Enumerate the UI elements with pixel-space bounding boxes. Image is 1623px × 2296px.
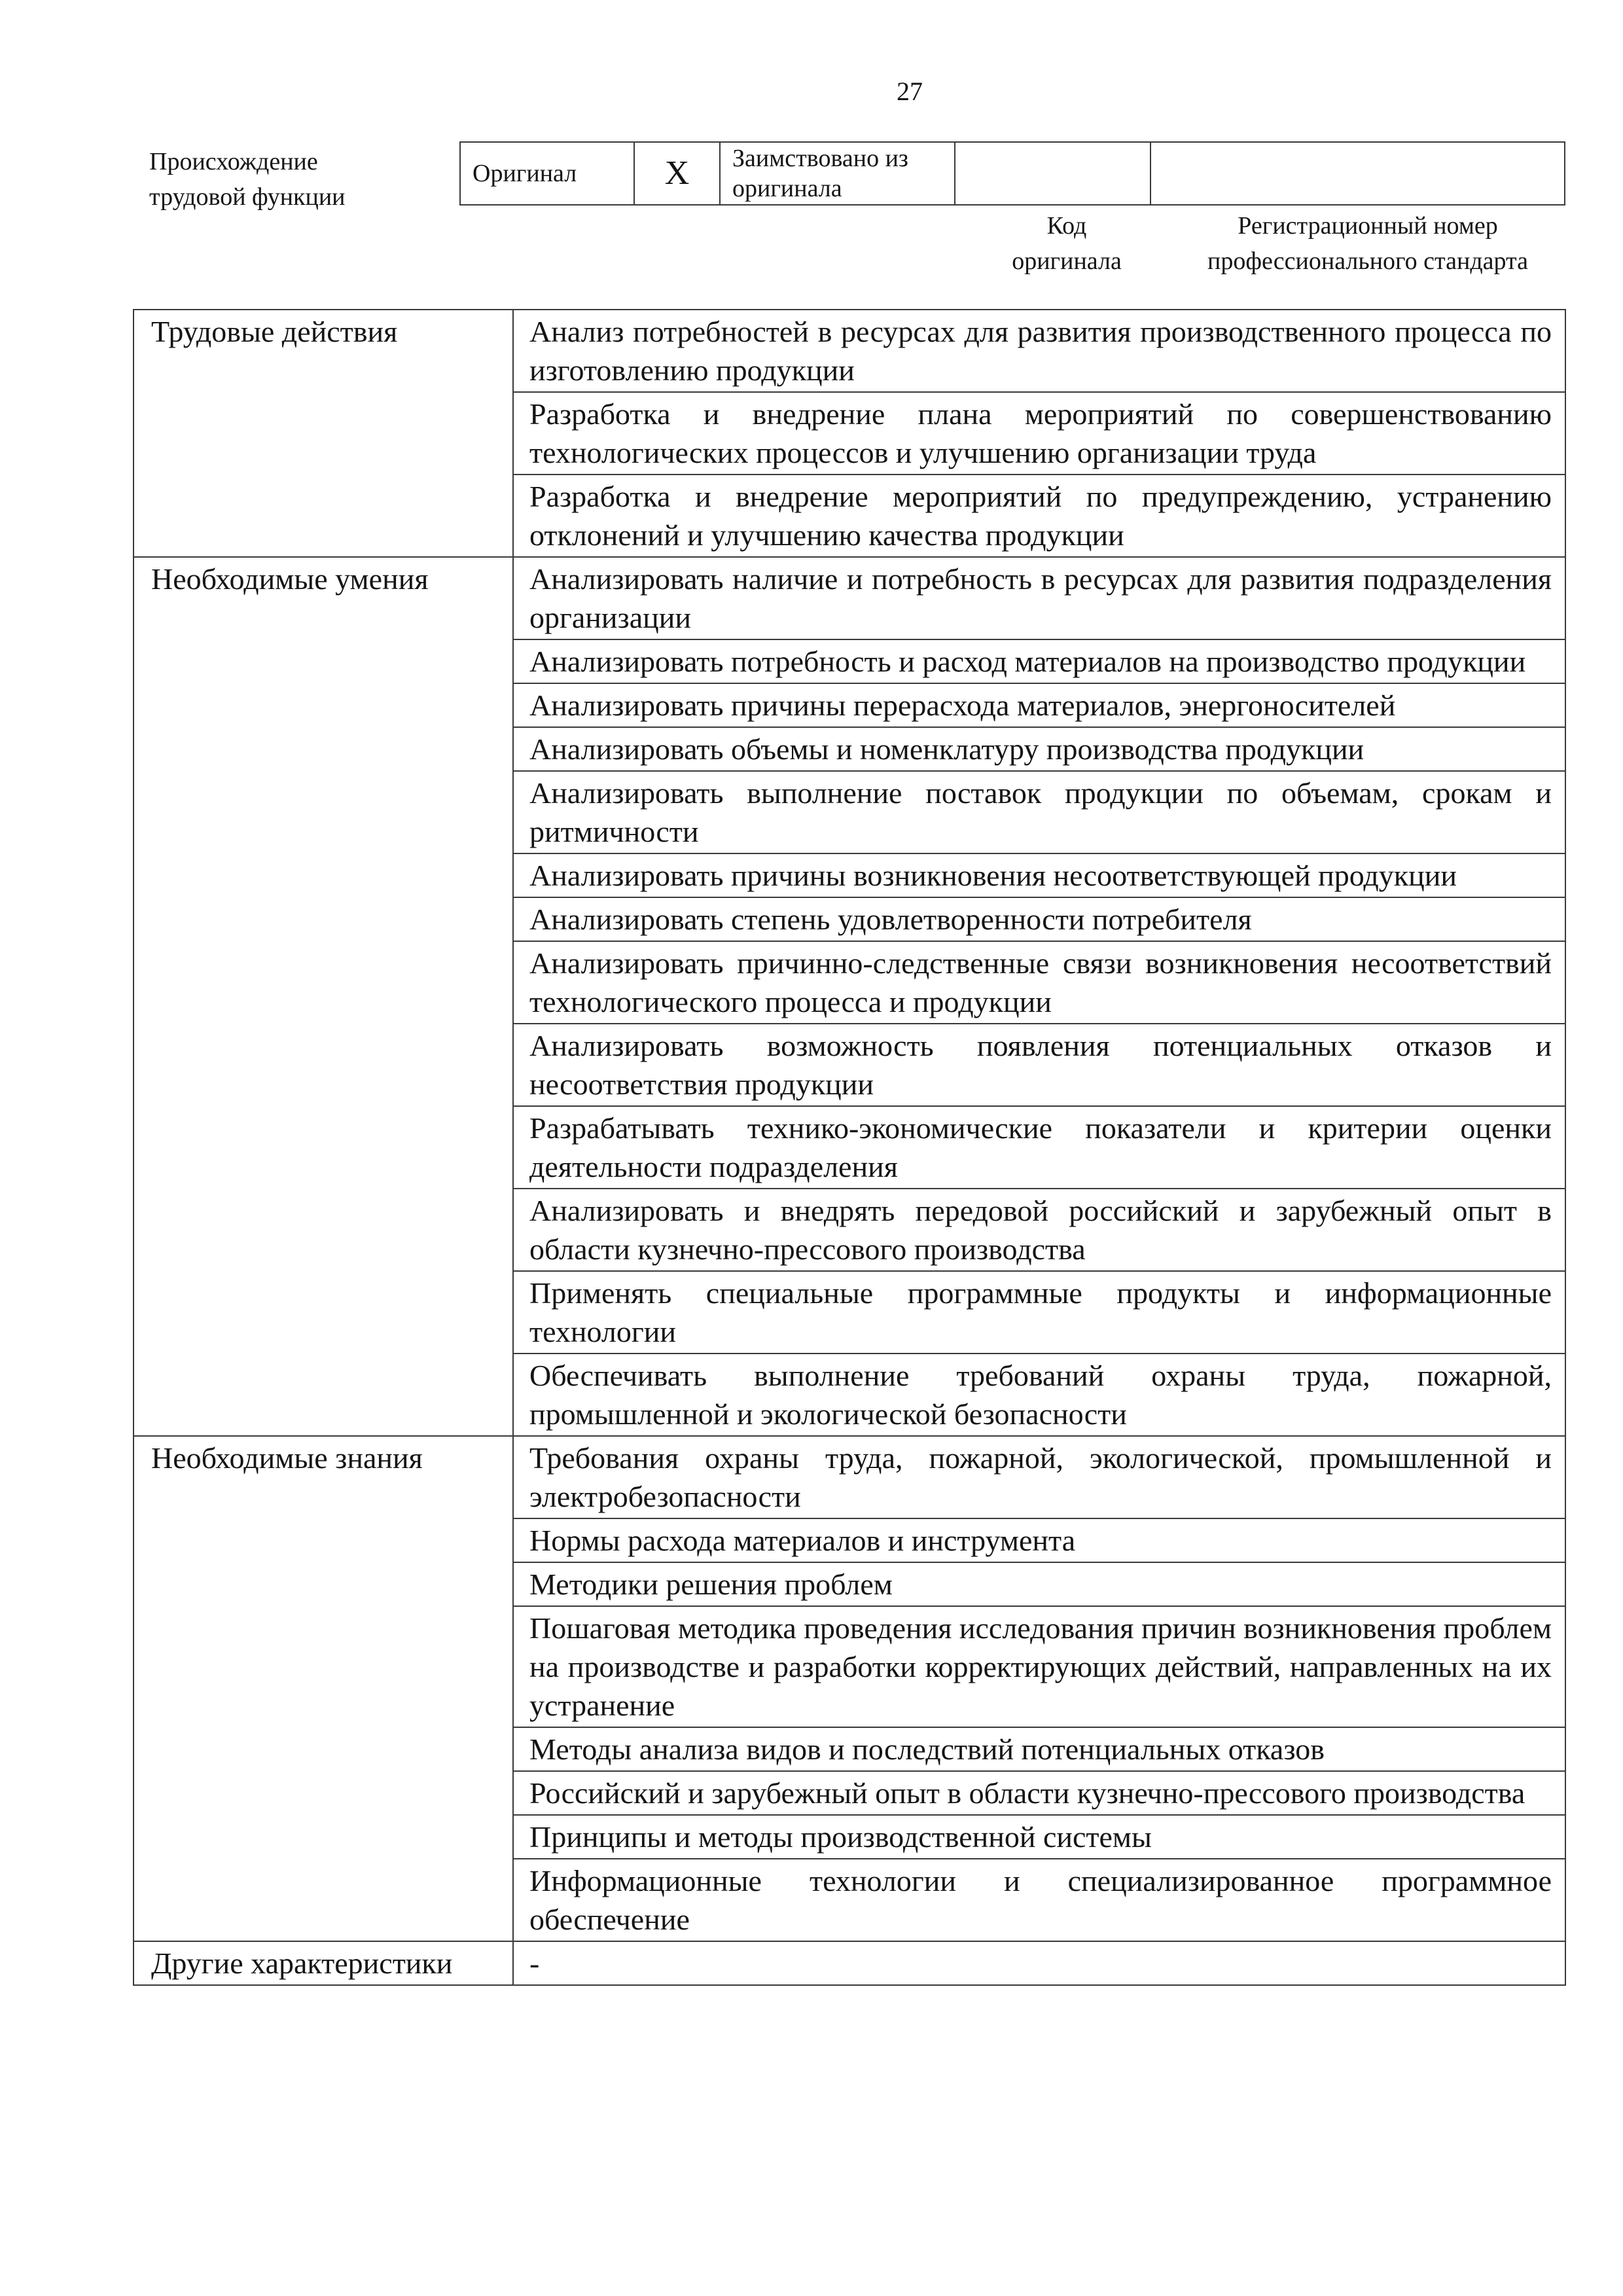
caption-code-line1: Код xyxy=(1046,212,1087,240)
origin-label-line2: трудовой функции xyxy=(149,183,346,211)
section-item: Анализировать и внедрять передовой российский и зарубежный опыт в области кузнечно-прессового производства xyxy=(513,1189,1565,1271)
original-mark: X xyxy=(634,142,720,205)
section-item: Нормы расхода материалов и инструмента xyxy=(513,1518,1565,1562)
borrowed-line1: Заимствовано из xyxy=(732,145,908,172)
section-item: Разработка и внедрение плана мероприятий по совершенствованию технологических процессов и улучшению организации труда xyxy=(513,392,1565,475)
section-item: Информационные технологии и специализированное программное обеспечение xyxy=(513,1859,1565,1941)
section-item: - xyxy=(513,1941,1565,1985)
caption-registration-number xyxy=(1165,208,1571,279)
section-item: Российский и зарубежный опыт в области кузнечно-прессового производства xyxy=(513,1771,1565,1815)
caption-original-code xyxy=(969,208,1165,279)
section-item: Анализировать причины перерасхода материалов, энергоносителей xyxy=(513,683,1565,727)
section-item: Разрабатывать технико-экономические показатели и критерии оценки деятельности подразделения xyxy=(513,1106,1565,1189)
section-item: Методы анализа видов и последствий потенциальных отказов xyxy=(513,1727,1565,1771)
section-item: Анализировать объемы и номенклатуру производства продукции xyxy=(513,727,1565,771)
table-row xyxy=(134,1436,1565,1518)
caption-reg-line2: профессионального стандарта xyxy=(1207,247,1528,275)
original-cell: Оригинал xyxy=(460,142,634,205)
section-item: Анализировать причины возникновения несоответствующей продукции xyxy=(513,853,1565,897)
section-item: Анализировать наличие и потребность в ресурсах для развития подразделения организации xyxy=(513,557,1565,639)
section-item: Методики решения проблем xyxy=(513,1562,1565,1606)
section-item: Анализировать потребность и расход материалов на производство продукции xyxy=(513,639,1565,683)
borrowed-line2: оригинала xyxy=(732,175,842,202)
section-title: Необходимые знания xyxy=(134,1436,513,1941)
table-row xyxy=(134,557,1565,639)
section-item: Анализировать причинно-следственные связи возникновения несоответствий технологического процесса и продукции xyxy=(513,941,1565,1024)
section-title: Трудовые действия xyxy=(134,310,513,557)
origin-label xyxy=(149,144,424,215)
section-item: Анализировать степень удовлетворенности потребителя xyxy=(513,897,1565,941)
section-item: Требования охраны труда, пожарной, экологической, промышленной и электробезопасности xyxy=(513,1436,1565,1518)
borrowed-cell xyxy=(720,142,955,205)
origin-label-line1: Происхождение xyxy=(149,148,318,175)
section-item: Принципы и методы производственной системы xyxy=(513,1815,1565,1859)
origin-table xyxy=(459,141,1565,206)
section-item: Анализировать возможность появления потенциальных отказов и несоответствия продукции xyxy=(513,1024,1565,1106)
section-item: Анализировать выполнение поставок продукции по объемам, срокам и ритмичности xyxy=(513,771,1565,853)
caption-code-line2: оригинала xyxy=(1012,247,1122,275)
section-item: Пошаговая методика проведения исследования причин возникновения проблем на производстве и разработки корректирующих действий, направленных на их устранение xyxy=(513,1606,1565,1727)
section-item: Разработка и внедрение мероприятий по предупреждению, устранению отклонений и улучшению качества продукции xyxy=(513,475,1565,557)
section-title: Другие характеристики xyxy=(134,1941,513,1985)
registration-number-cell xyxy=(1150,142,1565,205)
section-item: Обеспечивать выполнение требований охраны труда, пожарной, промышленной и экологической безопасности xyxy=(513,1354,1565,1436)
page-number: 27 xyxy=(897,77,923,106)
table-row xyxy=(134,310,1565,392)
table-row xyxy=(134,1941,1565,1985)
section-item: Применять специальные программные продукты и информационные технологии xyxy=(513,1271,1565,1354)
labor-function-table xyxy=(133,309,1566,1986)
section-item: Анализ потребностей в ресурсах для развития производственного процесса по изготовлению продукции xyxy=(513,310,1565,392)
original-code-cell xyxy=(955,142,1150,205)
section-title: Необходимые умения xyxy=(134,557,513,1436)
caption-reg-line1: Регистрационный номер xyxy=(1238,212,1498,240)
